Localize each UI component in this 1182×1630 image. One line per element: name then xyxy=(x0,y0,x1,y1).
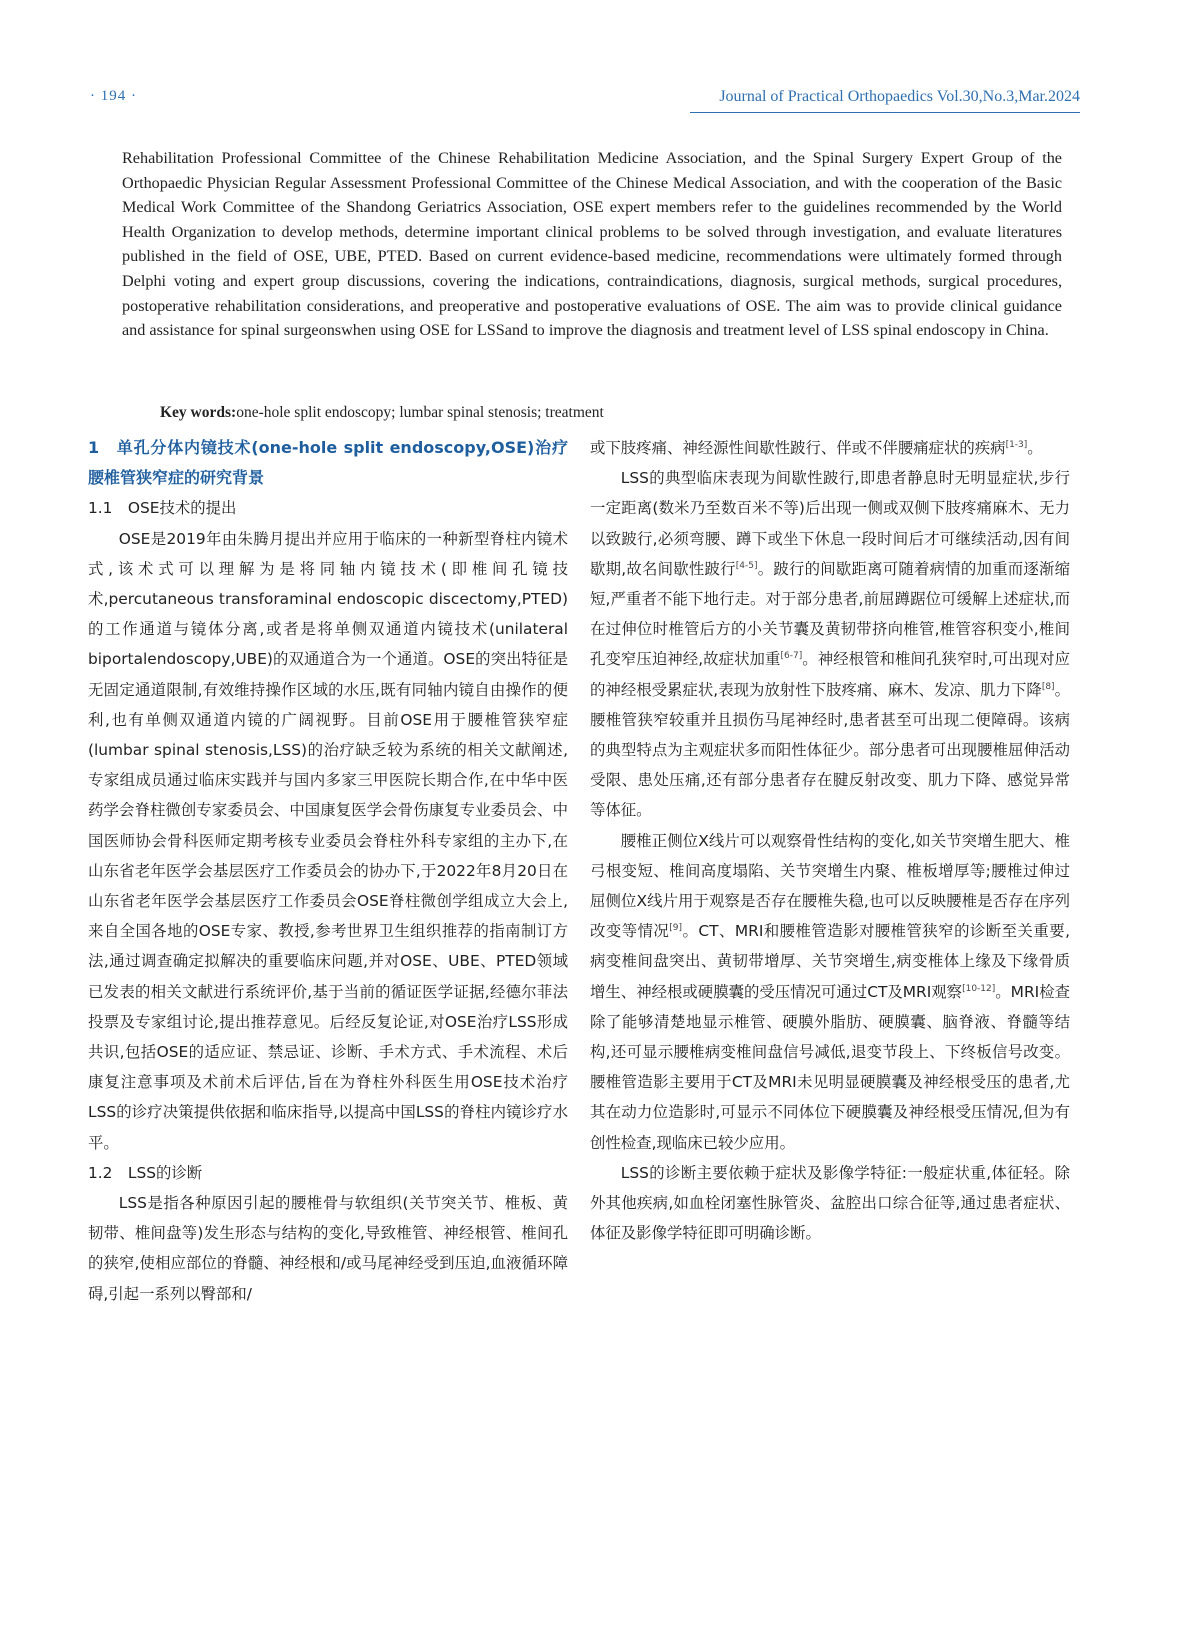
citation: [10-12] xyxy=(962,983,996,994)
paragraph-imaging: 腰椎正侧位X线片可以观察骨性结构的变化,如关节突增生肥大、椎弓根变短、椎间高度塌陷、关节突增生内聚、椎板增厚等;腰椎过伸过屈侧位X线片用于观察是否存在腰椎失稳,也可以反映腰椎是否存在序列改变等情况[9]。CT、MRI和腰椎管造影对腰椎管狭窄的诊断至关重要,病变椎间盘突出、黄韧带增厚、关节突增生,病变椎体上缘及下缘骨质增生、神经根或硬膜囊的受压情况可通过CT及MRI观察[10-12]。MRI检查除了能够清楚地显示椎管、硬膜外脂肪、硬膜囊、脑脊液、脊髓等结构,还可显示腰椎病变椎间盘信号减低,退变节段上、下终板信号改变。腰椎管造影主要用于CT及MRI未见明显硬膜囊及神经根受压的患者,尤其在动力位造影时,可显示不同体位下硬膜囊及神经根受压情况,但为有创性检查,现临床已较少应用。 xyxy=(590,831,1070,1152)
keywords-text: one-hole split endoscopy; lumbar spinal stenosis; treatment xyxy=(236,404,604,421)
section-1-title: 1 单孔分体内镜技术(one-hole split endoscopy,OSE)治疗腰椎管狭窄症的研究背景 xyxy=(88,438,568,488)
citation: [8] xyxy=(1041,681,1055,692)
journal-running-head: Journal of Practical Orthopaedics Vol.30,No.3,Mar.2024 xyxy=(719,88,1080,105)
paragraph-ose-intro: OSE是2019年由朱腾月提出并应用于临床的一种新型脊柱内镜术式,该术式可以理解为是将同轴内镜技术(即椎间孔镜技术,percutaneous transforaminal endoscopic discectomy,PTED)的工作通道与镜体分离,或者是将单侧双通道内镜技术(unilateral biportalendoscopy,UBE)的双通道合为一个通道。OSE的突出特征是无固定通道限制,有效维持操作区域的水压,既有同轴内镜自由操作的便利,也有单侧双通道内镜的广阔视野。目前OSE用于腰椎管狭窄症(lumbar spinal stenosis,LSS)的治疗缺乏较为系统的相关文献阐述,专家组成员通过临床实践并与国内多家三甲医院长期合作,在中华中医药学会脊柱微创专家委员会、中国康复医学会骨伤康复专业委员会、中国医师协会骨科医师定期考核专业委员会脊柱外科专家组的主办下,在山东省老年医学会基层医疗工作委员会的协办下,于2022年8月20日在山东省老年医学会基层医疗工作委员会OSE脊柱微创学组成立大会上,来自全国各地的OSE专家、教授,参考世界卫生组织推荐的指南制订方法,通过调查确定拟解决的重要临床问题,并对OSE、UBE、PTED领域已发表的相关文献进行系统评价,基于当前的循证医学证据,经德尔菲法投票及专家组讨论,提出推荐意见。后经反复论证,对OSE治疗LSS形成共识,包括OSE的适应证、禁忌证、诊断、手术方式、手术流程、术后康复注意事项及术前术后评估,旨在为脊柱外科医生用OSE技术治疗LSS的诊疗决策提供依据和临床指导,以提高中国LSS的脊柱内镜诊疗水平。 xyxy=(88,529,568,1152)
subsection-1-2-title: 1.2 LSS的诊断 xyxy=(88,1163,203,1182)
abstract-text: Rehabilitation Professional Committee of the Chinese Rehabilitation Medicine Association, and the Spinal Surgery Expert Group of the Orthopaedic Physician Regular Assessment Professional Committee of the Chinese Medical Association, and with the cooperation of the Basic Medical Work Committee of the Shandong Geriatrics Association, OSE expert members refer to the guidelines recommended by the World Health Organization to develop methods, determine important clinical problems to be solved through investigation, and evaluate literatures published in the field of OSE, UBE, PTED. Based on current evidence-based medicine, recommendations were ultimately formed through Delphi voting and expert group discussions, covering the indications, contraindications, diagnosis, surgical methods, surgical procedures, postoperative rehabilitation considerations, and preoperative and postoperative evaluations of OSE. The aim was to provide clinical guidance and assistance for spinal surgeonswhen using OSE for LSSand to improve the diagnosis and treatment level of LSS spinal endoscopy in China. xyxy=(122,149,1062,340)
page-number: · 194 · xyxy=(90,88,137,104)
paragraph-diagnosis: LSS的诊断主要依赖于症状及影像学特征:一般症状重,体征轻。除外其他疾病,如血栓闭塞性脉管炎、盆腔出口综合征等,通过患者症状、体征及影像学特征即可明确诊断。 xyxy=(590,1163,1070,1243)
keywords xyxy=(160,404,1060,422)
citation: [9] xyxy=(669,923,683,934)
left-column xyxy=(88,433,568,1309)
keywords-label: Key words: xyxy=(160,404,237,421)
citation: [1-3] xyxy=(1005,440,1028,450)
right-column xyxy=(590,433,1070,1248)
subsection-1-1-title: 1.1 OSE技术的提出 xyxy=(88,499,237,518)
citation: [4-5] xyxy=(735,560,758,571)
paragraph-lss-definition: LSS是指各种原因引起的腰椎骨与软组织(关节突关节、椎板、黄韧带、椎间盘等)发生形态与结构的变化,导致椎管、神经根管、椎间孔的狭窄,使相应部位的脊髓、神经根和/或马尾神经受到压迫,血液循环障碍,引起一系列以臀部和/ xyxy=(88,1194,568,1303)
citation: [6-7] xyxy=(780,651,803,662)
paragraph-continued: 或下肢疼痛、神经源性间歇性跛行、伴或不伴腰痛症状的疾病[1-3]。 xyxy=(590,439,1043,457)
paragraph-clinical-features: LSS的典型临床表现为间歇性跛行,即患者静息时无明显症状,步行一定距离(数米乃至数百米不等)后出现一侧或双侧下肢疼痛麻木、无力以致跛行,必须弯腰、蹲下或坐下休息一段时间后才可继续活动,因有间歇期,故名间歇性跛行[4-5]。跛行的间歇距离可随着病情的加重而逐渐缩短,严重者不能下地行走。对于部分患者,前屈蹲踞位可缓解上述症状,而在过伸位时椎管后方的小关节囊及黄韧带挤向椎管,椎管容积变小,椎间孔变窄压迫神经,故症状加重[6-7]。神经根管和椎间孔狭窄时,可出现对应的神经根受累症状,表现为放射性下肢疼痛、麻木、发凉、肌力下降[8]。腰椎管狭窄较重并且损伤马尾神经时,患者甚至可出现二便障碍。该病的典型特点为主观症状多而阳性体征少。部分患者可出现腰椎屈伸活动受限、患处压痛,还有部分患者存在腱反射改变、肌力下降、感觉异常等体征。 xyxy=(590,469,1070,820)
header-rule xyxy=(690,112,1080,113)
page-header xyxy=(90,88,1080,114)
